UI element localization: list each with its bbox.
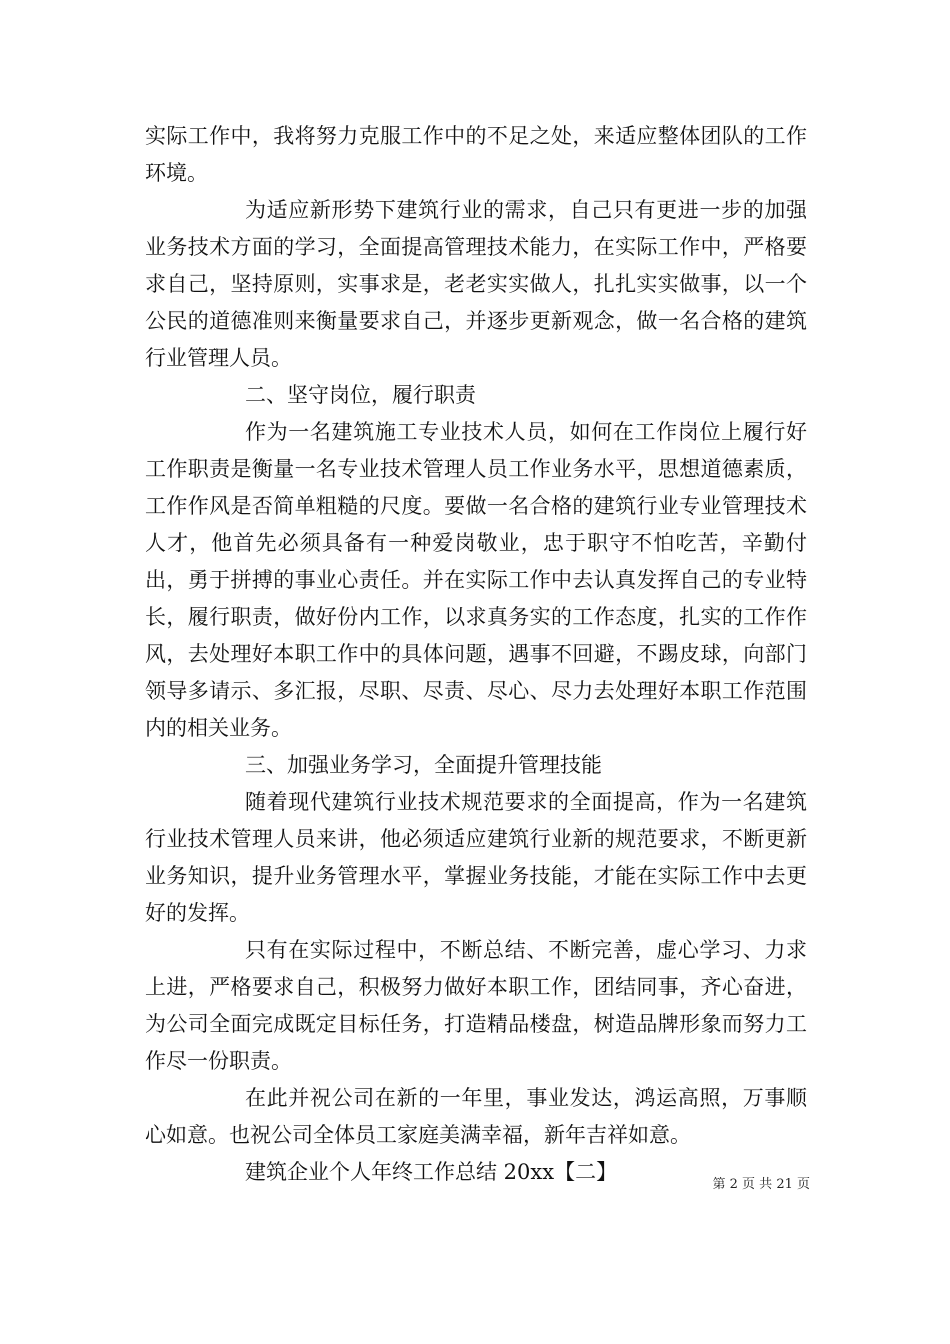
document-subtitle: 建筑企业个人年终工作总结 20xx【二】 (245, 1160, 618, 1184)
section-heading-2: 二、坚守岗位，履行职责 (245, 383, 476, 407)
paragraph-business-study: 随着现代建筑行业技术规范要求的全面提高，作为一名建筑行业技术管理人员来讲，他必须适应建筑行业新的规范要求，不断更新业务知识，提升业务管理水平，掌握业务技能，才能在实际工作中去更好的发挥。 (145, 790, 807, 925)
paragraph-adapt-new-situation: 为适应新形势下建筑行业的需求，自己只有更进一步的加强业务技术方面的学习，全面提高管理技术能力，在实际工作中，严格要求自己，坚持原则，实事求是，老老实实做人，扎扎实实做事，以一个公民的道德准则来衡量要求自己，并逐步更新观念，做一名合格的建筑行业管理人员。 (145, 198, 807, 370)
paragraph-job-responsibilities: 作为一名建筑施工专业技术人员，如何在工作岗位上履行好工作职责是衡量一名专业技术管理人员工作业务水平，思想道德素质，工作作风是否简单粗糙的尺度。要做一名合格的建筑行业专业管理技术人才，他首先必须具备有一种爱岗敬业，忠于职守不怕吃苦，辛勤付出，勇于拼搏的事业心责任。并在实际工作中去认真发挥自己的专业特长，履行职责，做好份内工作，以求真务实的工作态度，扎实的工作作风，去处理好本职工作中的具体问题，遇事不回避，不踢皮球，向部门领导多请示、多汇报，尽职、尽责、尽心、尽力去处理好本职工作范围内的相关业务。 (145, 420, 807, 740)
paragraph-work-environment: 实际工作中，我将努力克服工作中的不足之处，来适应整体团队的工作环境。 (145, 124, 807, 185)
section-heading-3: 三、加强业务学习，全面提升管理技能 (245, 753, 602, 777)
page-number: 第 2 页 共 21 页 (712, 1177, 810, 1192)
paragraph-self-improvement: 只有在实际过程中，不断总结、不断完善，虚心学习、力求上进，严格要求自己，积极努力做好本职工作，团结同事，齐心奋进，为公司全面完成既定目标任务，打造精品楼盘，树造品牌形象而努力工作尽一份职责。 (145, 938, 807, 1073)
paragraph-wishes: 在此并祝公司在新的一年里，事业发达，鸿运高照，万事顺心如意。也祝公司全体员工家庭美满幸福，新年吉祥如意。 (145, 1086, 807, 1147)
document-body (145, 118, 807, 1191)
